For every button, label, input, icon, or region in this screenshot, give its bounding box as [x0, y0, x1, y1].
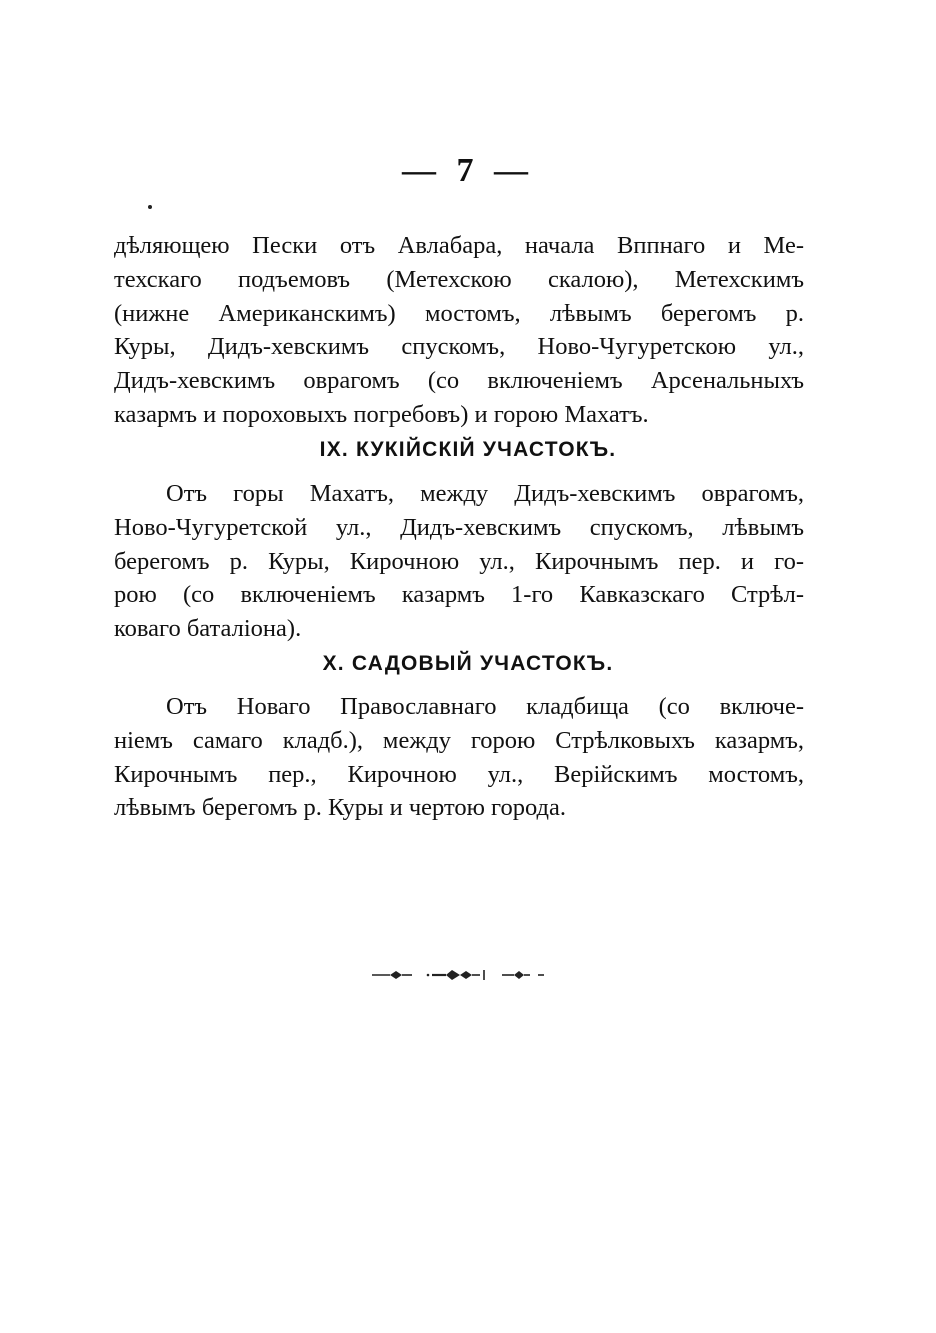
ink-speck — [148, 205, 152, 209]
text-line: техскаго подъемовъ (Метехскою скалою), Метехскимъ — [114, 265, 804, 293]
paragraph-section-ix — [114, 477, 804, 646]
text-line: лѣвымъ берегомъ р. Куры и чертою города. — [114, 794, 566, 822]
ornament-divider — [368, 966, 548, 984]
text-line: Дидъ-хевскимъ оврагомъ (со включеніемъ Арсенальныхъ — [114, 367, 804, 395]
paragraph-section-x — [114, 690, 804, 825]
text-line: Отъ Новаго Православнаго кладбища (со включе- — [166, 693, 804, 720]
text-line: ніемъ самаго кладб.), между горою Стрѣлковыхъ казармъ, — [114, 726, 804, 754]
text-line: Куры, Дидъ-хевскимъ спускомъ, Ново-Чугуретскою ул., — [114, 333, 804, 361]
text-line: Ново-Чугуретской ул., Дидъ-хевскимъ спускомъ, лѣвымъ — [114, 513, 804, 541]
paragraph-continuation — [114, 229, 804, 432]
text-line: берегомъ р. Куры, Кирочною ул., Кирочнымъ пер. и го- — [114, 547, 804, 575]
text-line: Кирочнымъ пер., Кирочною ул., Верійскимъ мостомъ, — [114, 760, 804, 788]
text-line: казармъ и пороховыхъ погребовъ) и горою Махатъ. — [114, 400, 649, 428]
text-line: рою (со включеніемъ казармъ 1-го Кавказскаго Стрѣл- — [114, 581, 804, 609]
section-heading-x: X. САДОВЫЙ УЧАСТОКЪ. — [322, 652, 614, 675]
text-line: Отъ горы Махатъ, между Дидъ-хевскимъ оврагомъ, — [166, 480, 804, 507]
page-number: — 7 — — [402, 152, 534, 189]
text-line: дѣляющею Пески отъ Авлабара, начала Вппнаго и Ме- — [114, 232, 804, 259]
text-line: (нижне Американскимъ) мостомъ, лѣвымъ берегомъ р. — [114, 299, 804, 327]
text-line: коваго баталіона). — [114, 615, 302, 643]
section-heading-ix: IX. КУКІЙСКІЙ УЧАСТОКЪ. — [319, 438, 617, 461]
